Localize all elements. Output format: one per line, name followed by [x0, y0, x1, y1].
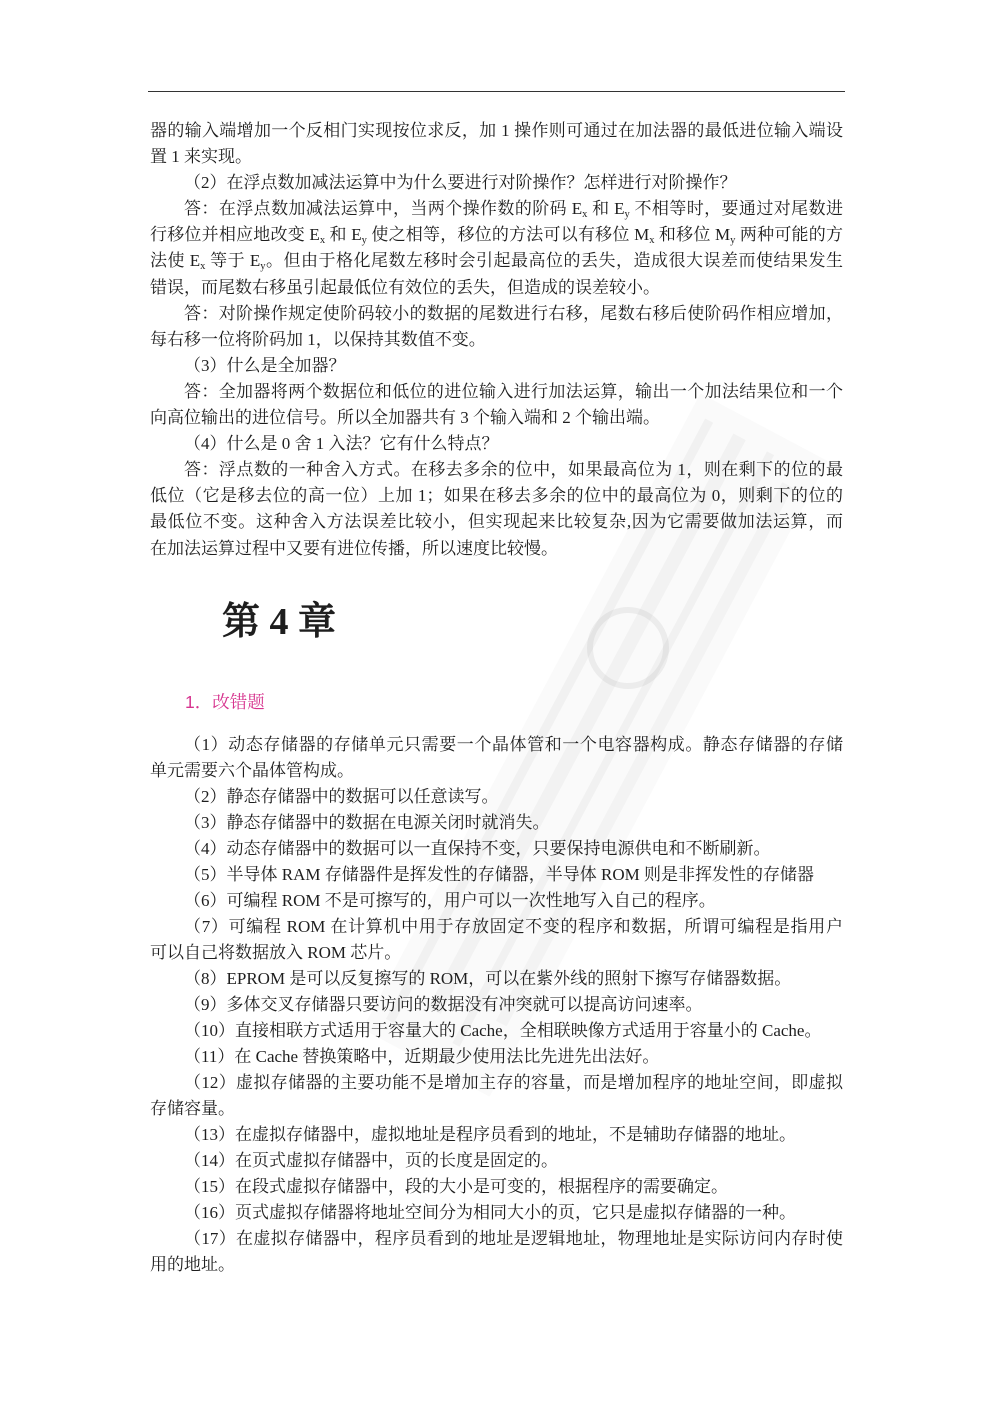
text-line: 每右移一位将阶码加 1，以保持其数值不变。	[150, 329, 486, 349]
text-line: 答：全加器将两个数据位和低位的进位输入进行加法运算，输出一个加法结果位和一个	[184, 381, 843, 401]
text-line: （6）可编程 ROM 不是可擦写的，用户可以一次性地写入自己的程序。	[184, 891, 716, 910]
text-line: 存储容量。	[150, 1099, 235, 1118]
exercise-item-11	[150, 1044, 843, 1070]
text-line: （17）在虚拟存储器中，程序员看到的地址是逻辑地址，物理地址是实际访问内存时使	[184, 1229, 843, 1248]
text-line: （11）在 Cache 替换策略中，近期最少使用法比先进先出法好。	[184, 1047, 660, 1066]
text-line: （2）在浮点数加减法运算中为什么要进行对阶操作？怎样进行对阶操作？	[184, 173, 737, 193]
subscript: y	[260, 261, 266, 273]
text-line: 向高位输出的进位信号。所以全加器共有 3 个输入端和 2 个输出端。	[150, 408, 660, 428]
exercise-item-1	[150, 732, 843, 784]
text-segment: 法使 E	[150, 251, 201, 271]
question-4	[150, 431, 843, 457]
chapter-title: 第 4 章	[222, 601, 337, 643]
subscript: x	[649, 235, 655, 247]
text-segment: 等于 E	[205, 251, 261, 271]
text-line: （7）可编程 ROM 在计算机中用于存放固定不变的程序和数据，所谓可编程是指用户	[184, 917, 843, 936]
exercise-item-6	[150, 888, 843, 914]
exercise-list	[150, 732, 843, 1278]
text-line: 置 1 来实现。	[150, 147, 252, 167]
exercise-item-9	[150, 992, 843, 1018]
text-line: （8）EPROM 是可以反复擦写的 ROM，可以在紫外线的照射下擦写存储器数据。	[184, 969, 792, 988]
text-line: 用的地址。	[150, 1255, 235, 1274]
text-line	[150, 196, 843, 222]
text-line: （12）虚拟存储器的主要功能不是增加主存的容量，而是增加程序的地址空间，即虚拟	[184, 1073, 843, 1092]
text-line: 最低位不变。这种舍入方法误差比较小，但实现起来比较复杂,因为它需要做加法运算，而	[150, 512, 843, 532]
text-line: 器的输入端增加一个反相门实现按位求反，加 1 操作则可通过在加法器的最低进位输入端设	[150, 121, 843, 140]
text-segment: 。但由于格化尾数左移时会引起最高位的丢失，造成很大误差而使结果发生	[265, 251, 844, 271]
answer-2-alignment-reason	[150, 196, 843, 300]
text-segment: 答：在浮点数加减法运算中，当两个操作数的阶码 E	[184, 199, 583, 219]
text-line: （1）动态存储器的存储单元只需要一个晶体管和一个电容器构成。静态存储器的存储	[184, 735, 843, 754]
answer-2-alignment-method	[150, 301, 843, 353]
exercise-item-4	[150, 836, 843, 862]
exercise-item-12	[150, 1070, 843, 1122]
text-line: 错误，而尾数右移虽引起最低位有效位的丢失，但造成的误差较小。	[150, 277, 660, 297]
text-line: （4）动态存储器中的数据可以一直保持不变，只要保持电源供电和不断刷新。	[184, 839, 771, 858]
question-3	[150, 353, 843, 379]
text-line	[150, 248, 843, 274]
subscript: x	[319, 235, 326, 247]
question-2	[150, 170, 843, 196]
text-line: （15）在段式虚拟存储器中，段的大小是可变的，根据程序的需要确定。	[184, 1177, 728, 1196]
exercise-item-10	[150, 1018, 843, 1044]
text-segment: 和 E	[587, 199, 625, 219]
previous-answers	[150, 118, 843, 562]
text-segment: 和 E	[325, 225, 362, 245]
subscript: y	[361, 235, 367, 247]
answer-continuation	[150, 118, 843, 170]
text-segment: 使之相等，移位的方法可以有移位 M	[366, 225, 650, 245]
text-line: 在加法运算过程中又要有进位传播，所以速度比较慢。	[150, 538, 558, 558]
text-line: 单元需要六个晶体管构成。	[150, 761, 354, 780]
subscript: x	[582, 209, 588, 221]
text-segment: 行移位并相应地改变 E	[150, 225, 320, 245]
exercise-item-14	[150, 1148, 843, 1174]
text-segment: 不相等时，要通过对尾数进	[629, 199, 844, 219]
text-line: （5）半导体 RAM 存储器件是挥发性的存储器，半导体 ROM 则是非挥发性的存储器	[184, 865, 814, 884]
exercise-item-2	[150, 784, 843, 810]
text-line: （9）多体交叉存储器只要访问的数据没有冲突就可以提高访问速率。	[184, 995, 703, 1014]
text-line: （16）页式虚拟存储器将地址空间分为相同大小的页，它只是虚拟存储器的一种。	[184, 1203, 796, 1222]
text-line: （2）静态存储器中的数据可以任意读写。	[184, 787, 499, 806]
exercise-item-3	[150, 810, 843, 836]
exercise-item-7	[150, 914, 843, 966]
text-line	[150, 222, 843, 248]
exercise-item-5	[150, 862, 843, 888]
exercise-item-8	[150, 966, 843, 992]
text-segment: 和移位 M	[654, 225, 731, 245]
text-line: （13）在虚拟存储器中，虚拟地址是程序员看到的地址，不是辅助存储器的地址。	[184, 1125, 796, 1144]
text-line: 答：对阶操作规定使阶码较小的数据的尾数进行右移，尾数右移后使阶码作相应增加，	[184, 303, 843, 323]
text-segment: 两种可能的方	[735, 225, 843, 245]
exercise-item-15	[150, 1174, 843, 1200]
exercise-item-13	[150, 1122, 843, 1148]
text-line: 答：浮点数的一种舍入方式。在移去多余的位中，如果最高位为 1，则在剩下的位的最	[184, 460, 843, 480]
text-line: （3）什么是全加器？	[184, 355, 346, 375]
subscript: y	[624, 209, 630, 221]
answer-3	[150, 379, 843, 431]
exercise-item-16	[150, 1200, 843, 1226]
exercise-item-17	[150, 1226, 843, 1278]
answer-4	[150, 457, 843, 561]
section-heading: 1．改错题	[185, 692, 265, 712]
text-line: （4）什么是 0 舍 1 入法？它有什么特点？	[184, 434, 499, 454]
text-line: （10）直接相联方式适用于容量大的 Cache，全相联映像方式适用于容量小的 Cache。	[184, 1021, 822, 1040]
header-rule	[148, 91, 845, 92]
subscript: x	[200, 261, 206, 273]
subscript: y	[730, 235, 736, 247]
text-line: 可以自己将数据放入 ROM 芯片。	[150, 943, 402, 962]
text-line: 低位（它是移去位的高一位）上加 1；如果在移去多余的位中的最高位为 0，则剩下的位的	[150, 486, 843, 506]
text-line: （14）在页式虚拟存储器中，页的长度是固定的。	[184, 1151, 558, 1170]
text-line: （3）静态存储器中的数据在电源关闭时就消失。	[184, 813, 550, 832]
